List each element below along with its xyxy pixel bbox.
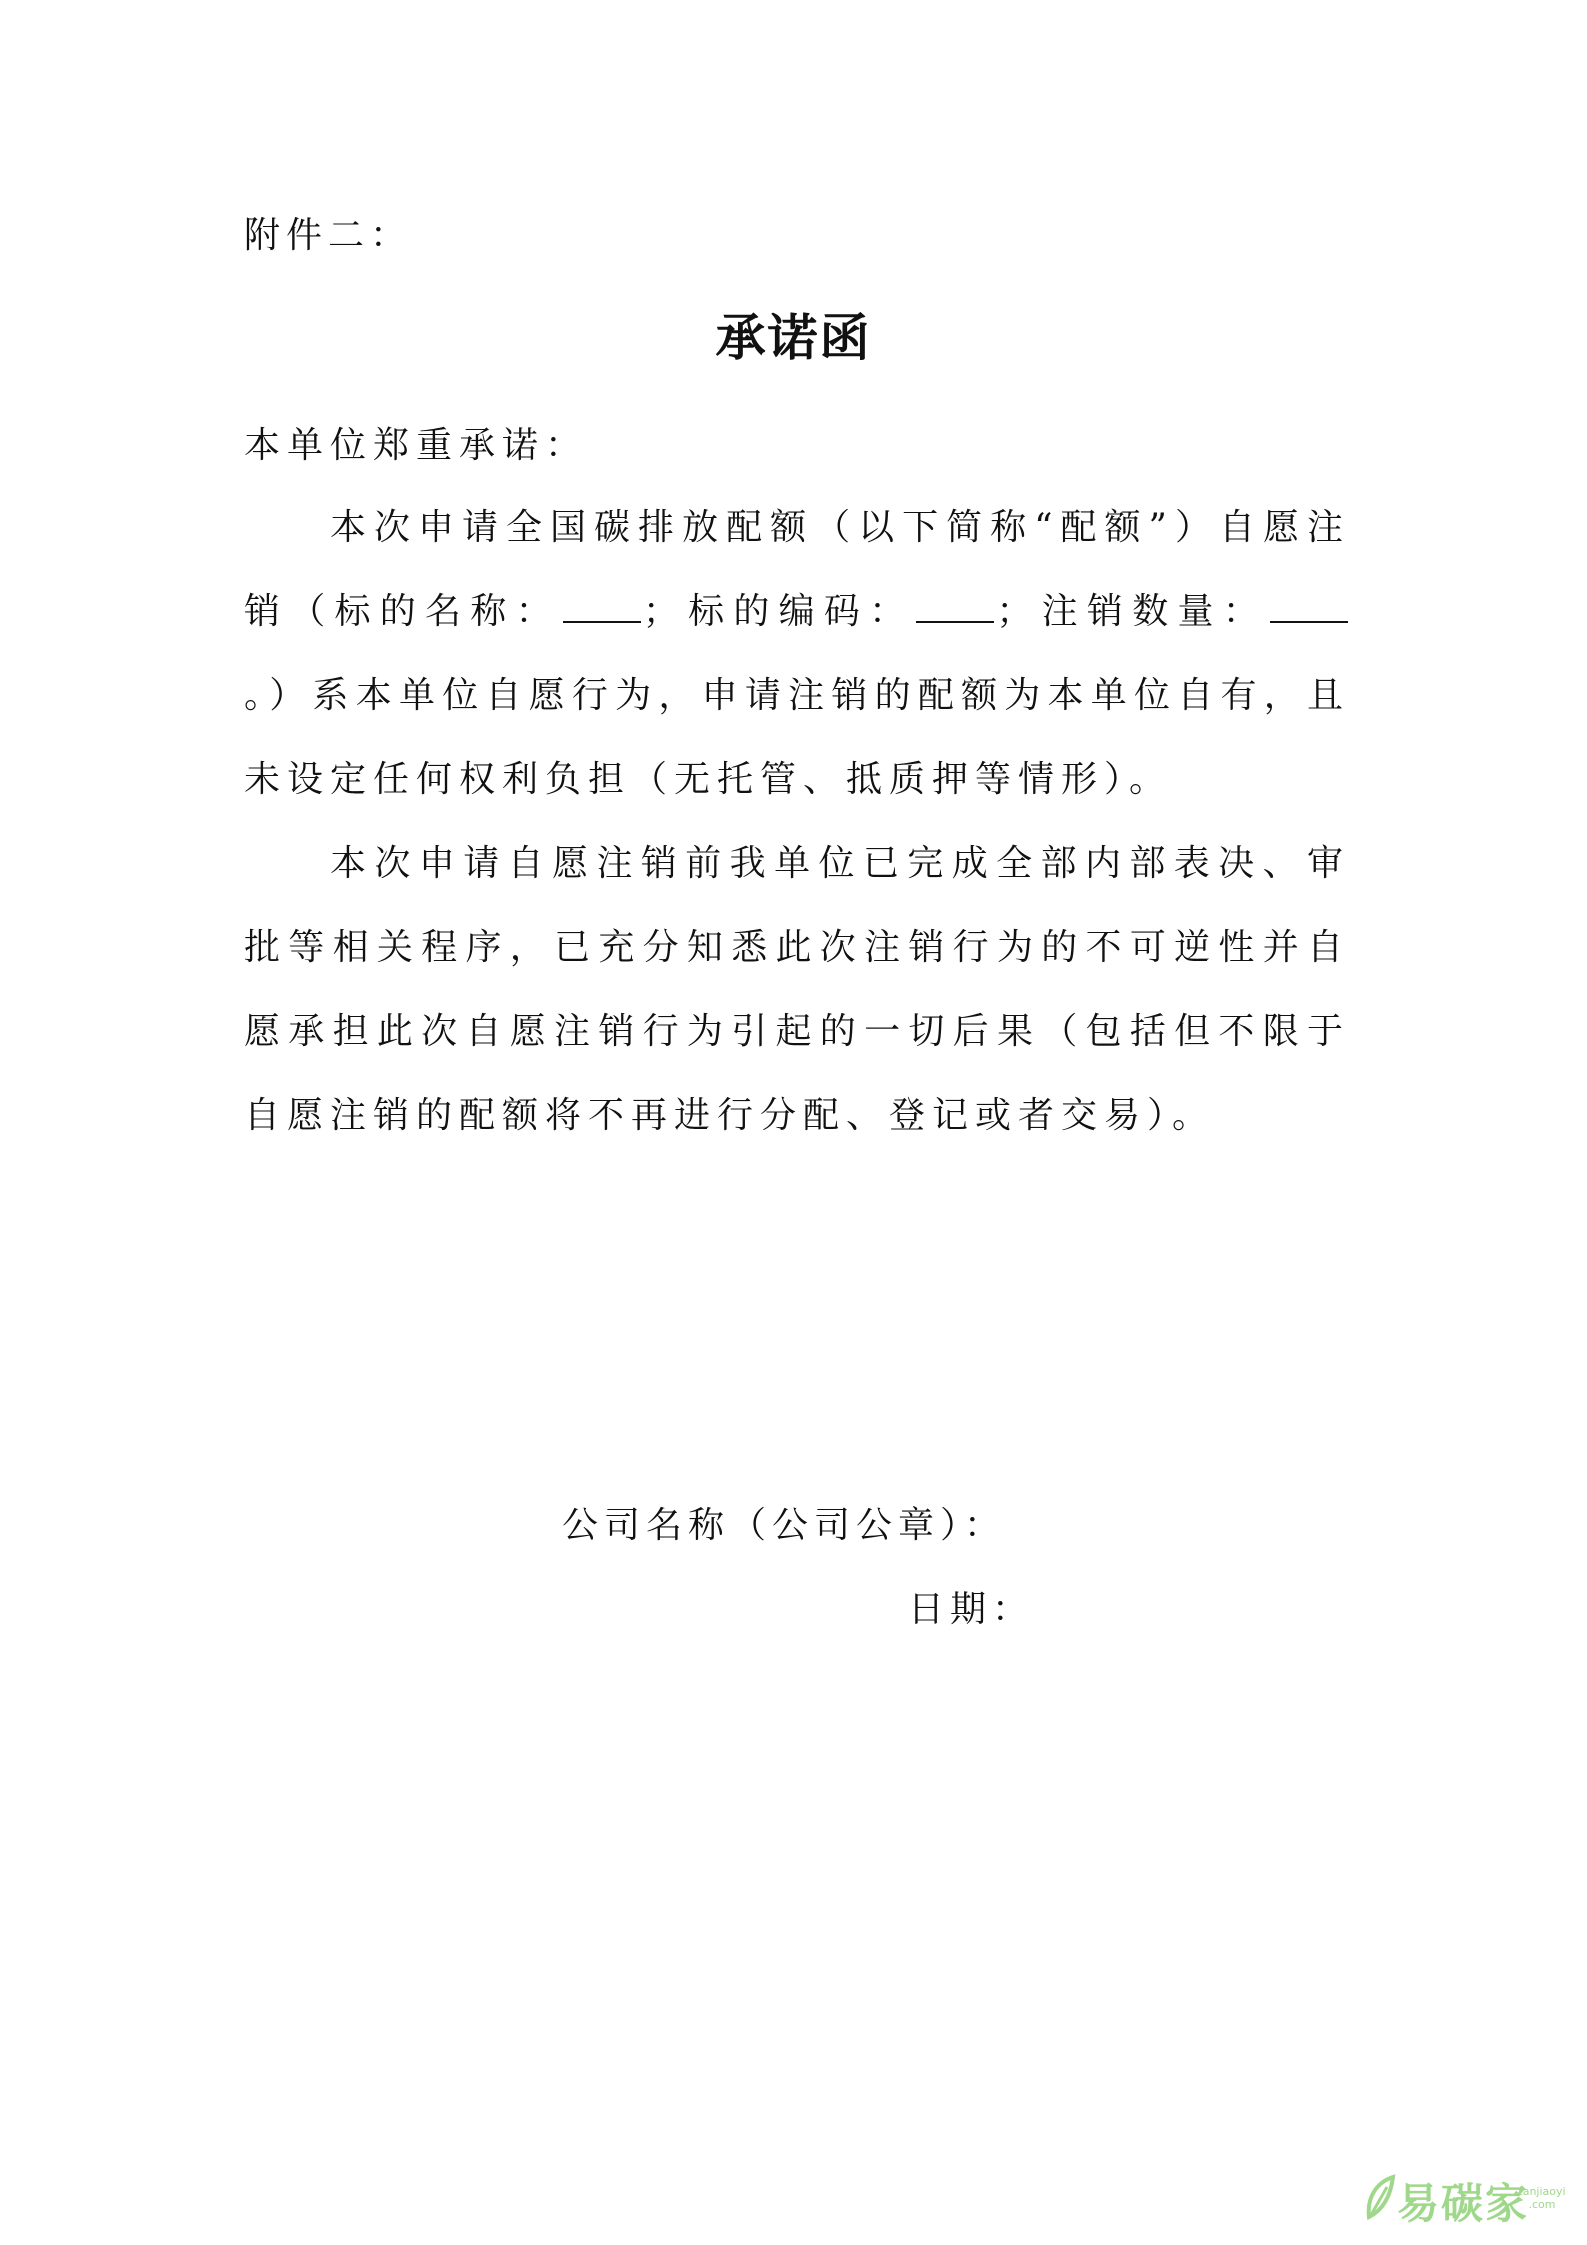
attachment-label: 附件二：	[244, 215, 413, 256]
leaf-icon	[1363, 2173, 1397, 2223]
subject-name-blank	[563, 593, 641, 623]
document-title: 承诺函	[715, 308, 872, 367]
watermark-brand: 易碳家	[1397, 2179, 1530, 2228]
paragraph-1-part-a: 本次申请全国碳排放配额（以下简称“配额”）自愿注销（标的名称：	[244, 507, 1350, 632]
paragraph-1-part-c: ；注销数量：	[996, 591, 1268, 632]
paragraph-1-part-b: ；标的编码：	[642, 591, 915, 632]
watermark-domain	[1511, 2185, 1573, 2211]
watermark-domain-top: tanjiaoyi	[1518, 2185, 1566, 2198]
paragraph-1-part-d: 。）系本单位自愿行为，申请注销的配额为本单位自有，且未设定任何权利负担（无托管、抵质押等情形）。	[244, 675, 1350, 800]
paragraph-1	[244, 486, 1350, 822]
cancel-quantity-blank	[1270, 593, 1348, 623]
watermark-logo	[1357, 2163, 1577, 2233]
date-line: 日期：	[908, 1589, 1035, 1630]
salutation: 本单位郑重承诺：	[244, 425, 589, 466]
subject-code-blank	[916, 593, 994, 623]
paragraph-2: 本次申请自愿注销前我单位已完成全部内部表决、审批等相关程序，已充分知悉此次注销行为的不可逆性并自愿承担此次自愿注销行为引起的一切后果（包括但不限于自愿注销的配额将不再进行分配、登记或者交易）。	[244, 843, 1350, 1136]
company-name-line: 公司名称（公司公章）：	[562, 1505, 1007, 1546]
watermark-domain-bottom: .com	[1528, 2198, 1556, 2211]
